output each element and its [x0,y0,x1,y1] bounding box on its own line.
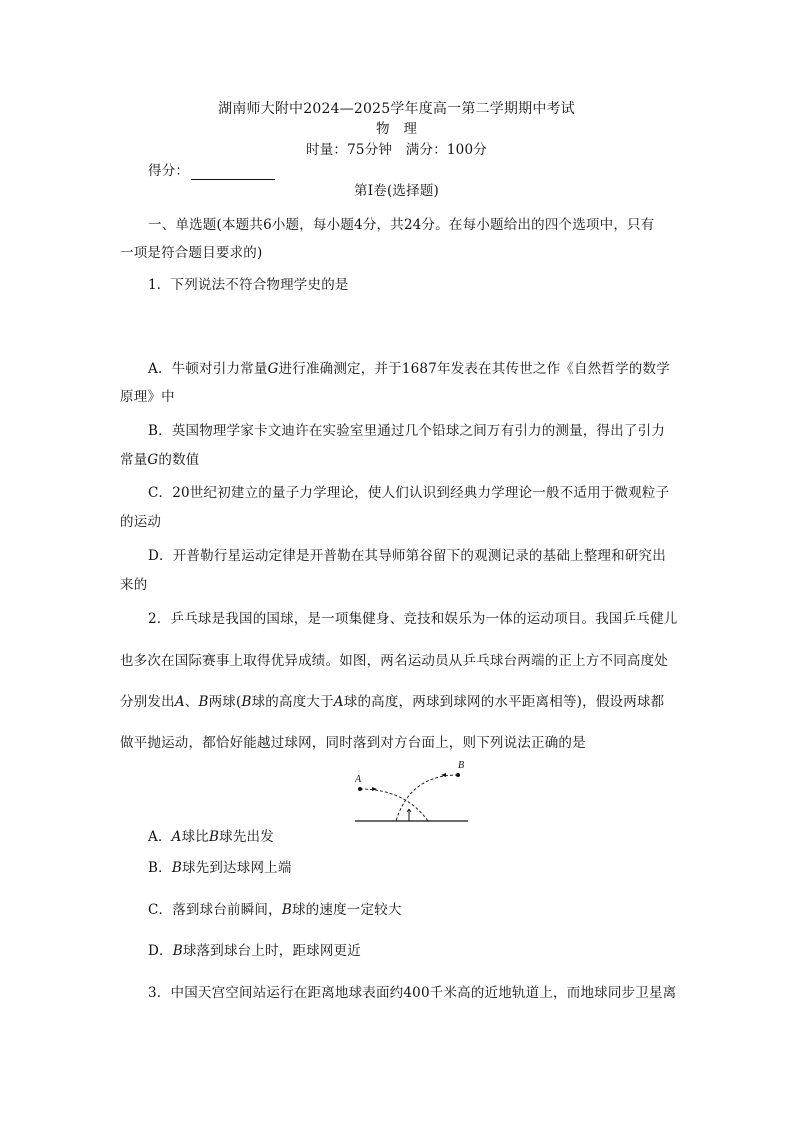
q2-stem-line2: 也多次在国际赛事上取得优异成绩。如图，两名运动员从乒乓球台两端的正上方不同高度处 [120,653,668,669]
q2-figure [350,760,474,826]
q1-option-c-line1: C．20世纪初建立的量子力学理论，使人们认识到经典力学理论一般不适用于微观粒子 [148,485,670,501]
label-b: B [458,760,465,771]
q1-option-d-line1: D．开普勒行星运动定律是开普勒在其导师第谷留下的观测记录的基础上整理和研究出 [148,548,666,564]
score-label: 得分： [148,163,190,179]
score-blank [191,165,275,180]
q1-option-c-line2: 的运动 [120,514,162,530]
q1-stem: 1．下列说法不符合物理学史的是 [148,277,349,293]
q1-option-b-line1: B．英国物理学家卡文迪许在实验室里通过几个铅球之间万有引力的测量，得出了引力 [148,423,666,439]
exam-title: 湖南师大附中2024—2025学年度高一第二学期期中考试 [218,101,575,117]
q2-stem-line1: 2．乒乓球是我国的国球，是一项集健身、竞技和娱乐为一体的运动项目。我国乒乓健儿 [148,611,678,627]
ball-b [456,773,460,777]
time-score-line: 时量：75分钟 满分：100分 [306,142,487,158]
q2-option-d: D．B球落到球台上时，距球网更近 [148,943,361,959]
subject-title: 物 理 [375,121,418,137]
q2-option-c: C．落到球台前瞬间，B球的速度一定较大 [148,902,402,918]
score-line [148,162,275,180]
q1-option-b-line2: 常量G的数值 [120,452,200,468]
q2-option-a: A．A球比B球先出发 [148,829,274,845]
q1-option-d-line2: 来的 [120,577,148,593]
q2-stem-line4: 做平抛运动，都恰好能越过球网，同时落到对方台面上，则下列说法正确的是 [120,735,586,751]
volume-title: 第Ⅰ卷(选择题) [354,183,439,199]
label-a: A [355,774,362,785]
trajectory-a [360,789,428,821]
ball-a [358,787,362,791]
section-instruction-line1: 一、单选题(本题共6小题，每小题4分，共24分。在每小题给出的四个选项中，只有 [148,217,655,233]
q2-stem-line3: 分别发出A、B两球(B球的高度大于A球的高度，两球到球网的水平距离相等)，假设两球都 [120,694,665,710]
section-instruction-line2: 一项是符合题目要求的) [120,245,263,261]
q1-option-a-line1: A．牛顿对引力常量G进行准确测定，并于1687年发表在其传世之作《自然哲学的数学 [148,361,670,377]
trajectory-b [396,775,458,821]
q1-option-a-line2: 原理》中 [120,389,175,405]
q2-option-b: B．B球先到达球网上端 [148,860,292,876]
q3-stem-line1: 3．中国天宫空间站运行在距离地球表面约400千米高的近地轨道上，而地球同步卫星离 [148,985,677,1001]
